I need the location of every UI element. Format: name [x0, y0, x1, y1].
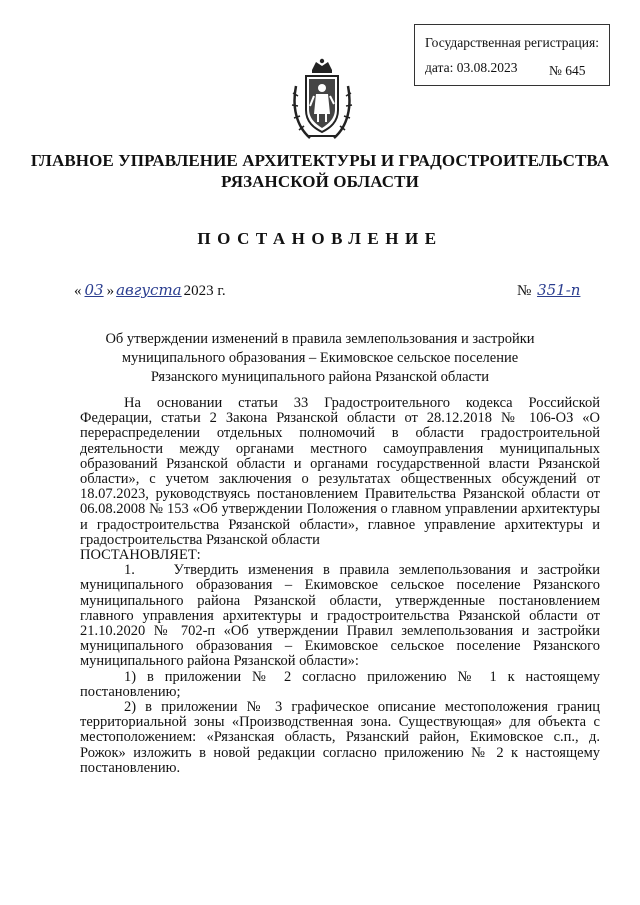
date-year: 2023 г. — [183, 283, 226, 299]
document-number — [517, 281, 582, 300]
date-open-quote: « — [74, 283, 82, 299]
organization-line-1: ГЛАВНОЕ УПРАВЛЕНИЕ АРХИТЕКТУРЫ И ГРАДОСТРОИТЕЛЬСТВА — [30, 151, 610, 170]
document-date — [74, 281, 226, 300]
organization-title — [0, 150, 640, 192]
organization-line-2: РЯЗАНСКОЙ ОБЛАСТИ — [221, 172, 419, 191]
number-prefix: № — [517, 283, 532, 299]
number-value: 351-п — [537, 281, 581, 299]
subitem-1-paragraph: 1) в приложении № 2 согласно приложению № 1 к настоящему постановлению; — [80, 668, 600, 700]
registration-label: Государственная регистрация: — [425, 35, 599, 50]
item-1-paragraph: 1. Утвердить изменения в правила землепользования и застройки муниципального образования – Екимовское сельское поселение Рязанского муниципального района Рязанской области, утвержденные постановлением главного управления архитектуры и градостроительства Рязанской области от 21.10.2020 № 702-п «Об утверждении Правил землепользования и застройки муниципального образования – Екимовское сельское поселение Рязанского муниципального района Рязанской области»: — [80, 562, 600, 670]
date-month: августа — [116, 281, 182, 299]
date-day: 03 — [84, 281, 104, 299]
registration-date: дата: 03.08.2023 — [425, 60, 518, 75]
document-type: ПОСТАНОВЛЕНИЕ — [197, 229, 443, 248]
ryazan-coat-of-arms-icon — [290, 56, 354, 144]
document-subject — [60, 330, 580, 387]
subject-line-2: муниципального образования – Екимовское сельское поселение — [121, 350, 519, 366]
resolves-text: ПОСТАНОВЛЯЕТ: — [80, 547, 201, 564]
date-close-quote: » — [106, 283, 115, 299]
subject-line-3: Рязанского муниципального района Рязанской области — [150, 369, 490, 385]
registration-number: № 645 — [549, 63, 586, 78]
subitem-2-paragraph: 2) в приложении № 3 графическое описание местоположения границ территориальной зоны «Производственная зона. Существующая» для объекта с местоположением: «Рязанская область, Рязанский район, Екимовское с.п., д. Рожок» изложить в новой редакции согласно приложению № 2 к настоящему постановлению. — [80, 699, 600, 776]
subject-line-1: Об утверждении изменений в правила землепользования и застройки — [105, 331, 535, 347]
registration-stamp — [414, 24, 610, 86]
document-body — [80, 396, 600, 776]
preamble-paragraph: На основании статьи 33 Градостроительного кодекса Российской Федерации, статьи 2 Закона Рязанской области от 28.12.2018 № 106-ОЗ «О перераспределении отдельных полномочий в области градостроительной деятельности между органами местного самоуправления муниципальных образований Рязанской области и органами государственной власти Рязанской области», с учетом заключения о результатах общественных обсуждений от 18.07.2023, руководствуясь постановлением Правительства Рязанской области от 06.08.2008 № 153 «Об утверждении Положения о главном управлении архитектуры и градостроительства Рязанской области», главное управление архитектуры и градостроительства Рязанской области — [80, 395, 600, 548]
